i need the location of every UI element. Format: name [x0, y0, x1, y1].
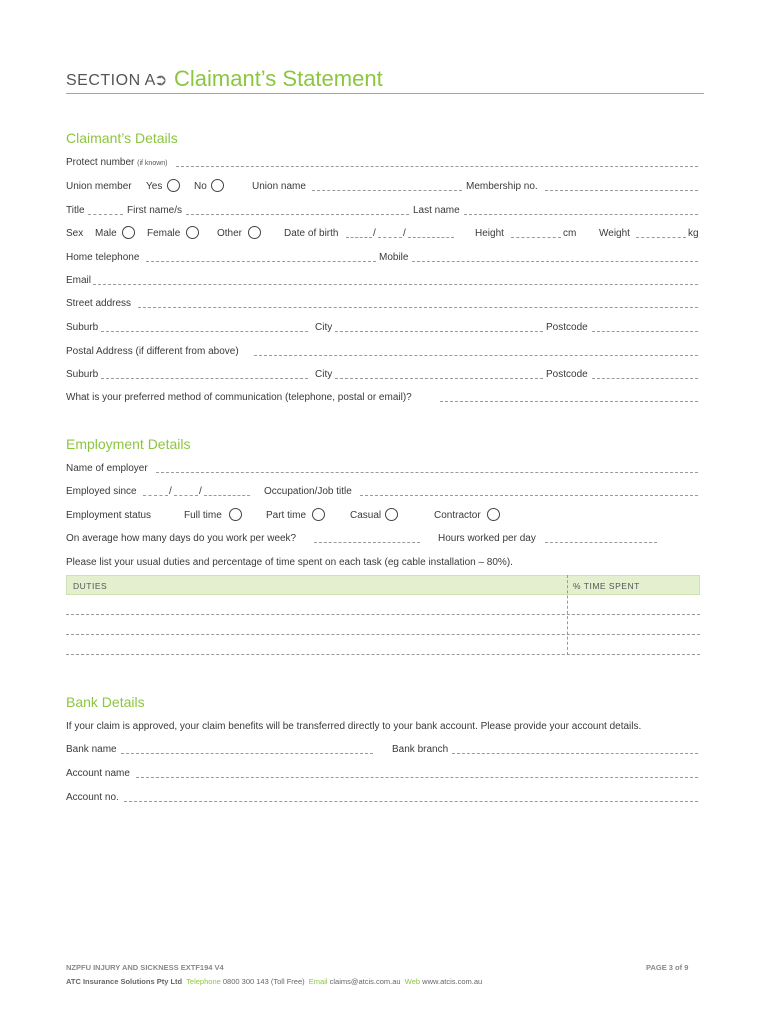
weight-unit: kg [688, 228, 699, 239]
postal-suburb-label: Suburb [66, 369, 99, 380]
union-yes-label: Yes [146, 181, 163, 192]
account-name-field[interactable] [136, 771, 698, 778]
hours-per-day-label: Hours worked per day [438, 533, 536, 544]
weight-field[interactable] [636, 231, 686, 238]
communication-field[interactable] [440, 395, 698, 402]
employer-label: Name of employer [66, 463, 148, 474]
membership-no-label: Membership no. [466, 181, 538, 192]
page-title: Claimant’s Statement [174, 66, 383, 91]
bank-name-label: Bank name [66, 744, 117, 755]
page-number: PAGE 3 of 9 [646, 963, 689, 972]
employed-since-separator: / [199, 486, 202, 497]
dob-month-field[interactable] [378, 231, 402, 238]
hours-per-day-field[interactable] [545, 536, 657, 543]
duties-table-row[interactable] [66, 634, 700, 635]
employed-since-month-field[interactable] [174, 489, 198, 496]
bank-details-heading: Bank Details [66, 694, 145, 710]
city-label: City [315, 322, 333, 333]
company-name: ATC Insurance Solutions Pty Ltd [66, 977, 183, 986]
account-no-label: Account no. [66, 792, 119, 803]
dob-separator: / [403, 228, 406, 239]
sex-other-radio[interactable] [248, 226, 261, 239]
union-name-label: Union name [252, 181, 306, 192]
union-no-label: No [194, 181, 207, 192]
occupation-label: Occupation/Job title [264, 486, 352, 497]
communication-label: What is your preferred method of communication (telephone, postal or email)? [66, 392, 412, 403]
postal-postcode-field[interactable] [592, 372, 698, 379]
part-time-radio[interactable] [312, 508, 325, 521]
dob-label: Date of birth [284, 228, 339, 239]
telephone-label: Telephone [186, 977, 221, 986]
bank-branch-field[interactable] [452, 747, 698, 754]
employed-since-day-field[interactable] [143, 489, 168, 496]
title-label: Title [66, 205, 85, 216]
suburb-label: Suburb [66, 322, 99, 333]
section-label: SECTION A [66, 72, 156, 89]
duties-table-row[interactable] [66, 654, 700, 655]
employed-since-year-field[interactable] [204, 489, 250, 496]
last-name-label: Last name [413, 205, 460, 216]
mobile-field[interactable] [412, 255, 698, 262]
postcode-label: Postcode [546, 322, 588, 333]
postal-address-label: Postal Address (if different from above) [66, 346, 239, 357]
union-yes-radio[interactable] [167, 179, 180, 192]
days-per-week-label: On average how many days do you work per week? [66, 533, 297, 544]
sex-label: Sex [66, 228, 84, 239]
employed-since-separator: / [169, 486, 172, 497]
duties-column-divider [567, 575, 568, 655]
casual-radio[interactable] [385, 508, 398, 521]
occupation-field[interactable] [360, 489, 698, 496]
union-no-radio[interactable] [211, 179, 224, 192]
sex-female-label: Female [147, 228, 181, 239]
duties-table-header [66, 575, 700, 595]
sex-other-label: Other [217, 228, 243, 239]
sex-female-radio[interactable] [186, 226, 199, 239]
mobile-label: Mobile [379, 252, 409, 263]
bank-name-field[interactable] [121, 747, 373, 754]
city-field[interactable] [335, 325, 543, 332]
protect-number-field[interactable] [176, 160, 698, 167]
email-field[interactable] [93, 278, 698, 285]
postal-city-label: City [315, 369, 333, 380]
telephone-number: 0800 300 143 (Toll Free) [222, 977, 305, 986]
suburb-field[interactable] [101, 325, 308, 332]
postal-city-field[interactable] [335, 372, 543, 379]
employer-field[interactable] [156, 466, 698, 473]
bank-instruction: If your claim is approved, your claim benefits will be transferred directly to your bank account. Please provide your account details. [66, 721, 642, 732]
last-name-field[interactable] [464, 208, 698, 215]
employment-details-heading: Employment Details [66, 436, 191, 452]
form-id: NZPFU INJURY AND SICKNESS EXTF194 V4 [66, 963, 224, 972]
weight-label: Weight [599, 228, 630, 239]
contractor-label: Contractor [434, 510, 481, 521]
union-name-field[interactable] [312, 184, 462, 191]
membership-no-field[interactable] [545, 184, 698, 191]
header-rule [66, 93, 704, 94]
sex-male-radio[interactable] [122, 226, 135, 239]
email-footer-label: Email [308, 977, 328, 986]
height-unit: cm [563, 228, 577, 239]
duties-table-row[interactable] [66, 614, 700, 615]
sex-male-label: Male [95, 228, 117, 239]
web-address[interactable]: www.atcis.com.au [422, 977, 483, 986]
full-time-radio[interactable] [229, 508, 242, 521]
bank-branch-label: Bank branch [392, 744, 449, 755]
time-spent-column-header: % TIME SPENT [573, 581, 640, 591]
dob-year-field[interactable] [408, 231, 454, 238]
postal-postcode-label: Postcode [546, 369, 588, 380]
protect-number-label: Protect number (if known) [66, 157, 168, 168]
days-per-week-field[interactable] [314, 536, 420, 543]
circle-arrow-icon: ➲ [154, 72, 168, 89]
employed-since-label: Employed since [66, 486, 137, 497]
union-member-label: Union member [66, 181, 132, 192]
dob-separator: / [373, 228, 376, 239]
part-time-label: Part time [266, 510, 307, 521]
account-name-label: Account name [66, 768, 130, 779]
street-address-field[interactable] [138, 301, 698, 308]
postal-suburb-field[interactable] [101, 372, 308, 379]
home-telephone-field[interactable] [146, 255, 376, 262]
height-field[interactable] [511, 231, 561, 238]
duties-column-header: DUTIES [73, 581, 108, 591]
casual-label: Casual [350, 510, 382, 521]
first-names-label: First name/s [127, 205, 183, 216]
postcode-field[interactable] [592, 325, 698, 332]
email-address[interactable]: claims@atcis.com.au [329, 977, 401, 986]
email-label: Email [66, 275, 92, 286]
height-label: Height [475, 228, 504, 239]
postal-address-field[interactable] [254, 349, 698, 356]
home-telephone-label: Home telephone [66, 252, 140, 263]
dob-day-field[interactable] [346, 231, 372, 238]
web-label: Web [404, 977, 421, 986]
employment-status-label: Employment status [66, 510, 152, 521]
first-names-field[interactable] [186, 208, 409, 215]
contractor-radio[interactable] [487, 508, 500, 521]
claimant-details-heading: Claimant’s Details [66, 130, 178, 146]
duties-instruction: Please list your usual duties and percentage of time spent on each task (eg cable installation – 80%). [66, 557, 513, 568]
title-field[interactable] [88, 208, 123, 215]
full-time-label: Full time [184, 510, 222, 521]
street-address-label: Street address [66, 298, 132, 309]
account-no-field[interactable] [124, 795, 698, 802]
footer-contact [66, 977, 482, 986]
